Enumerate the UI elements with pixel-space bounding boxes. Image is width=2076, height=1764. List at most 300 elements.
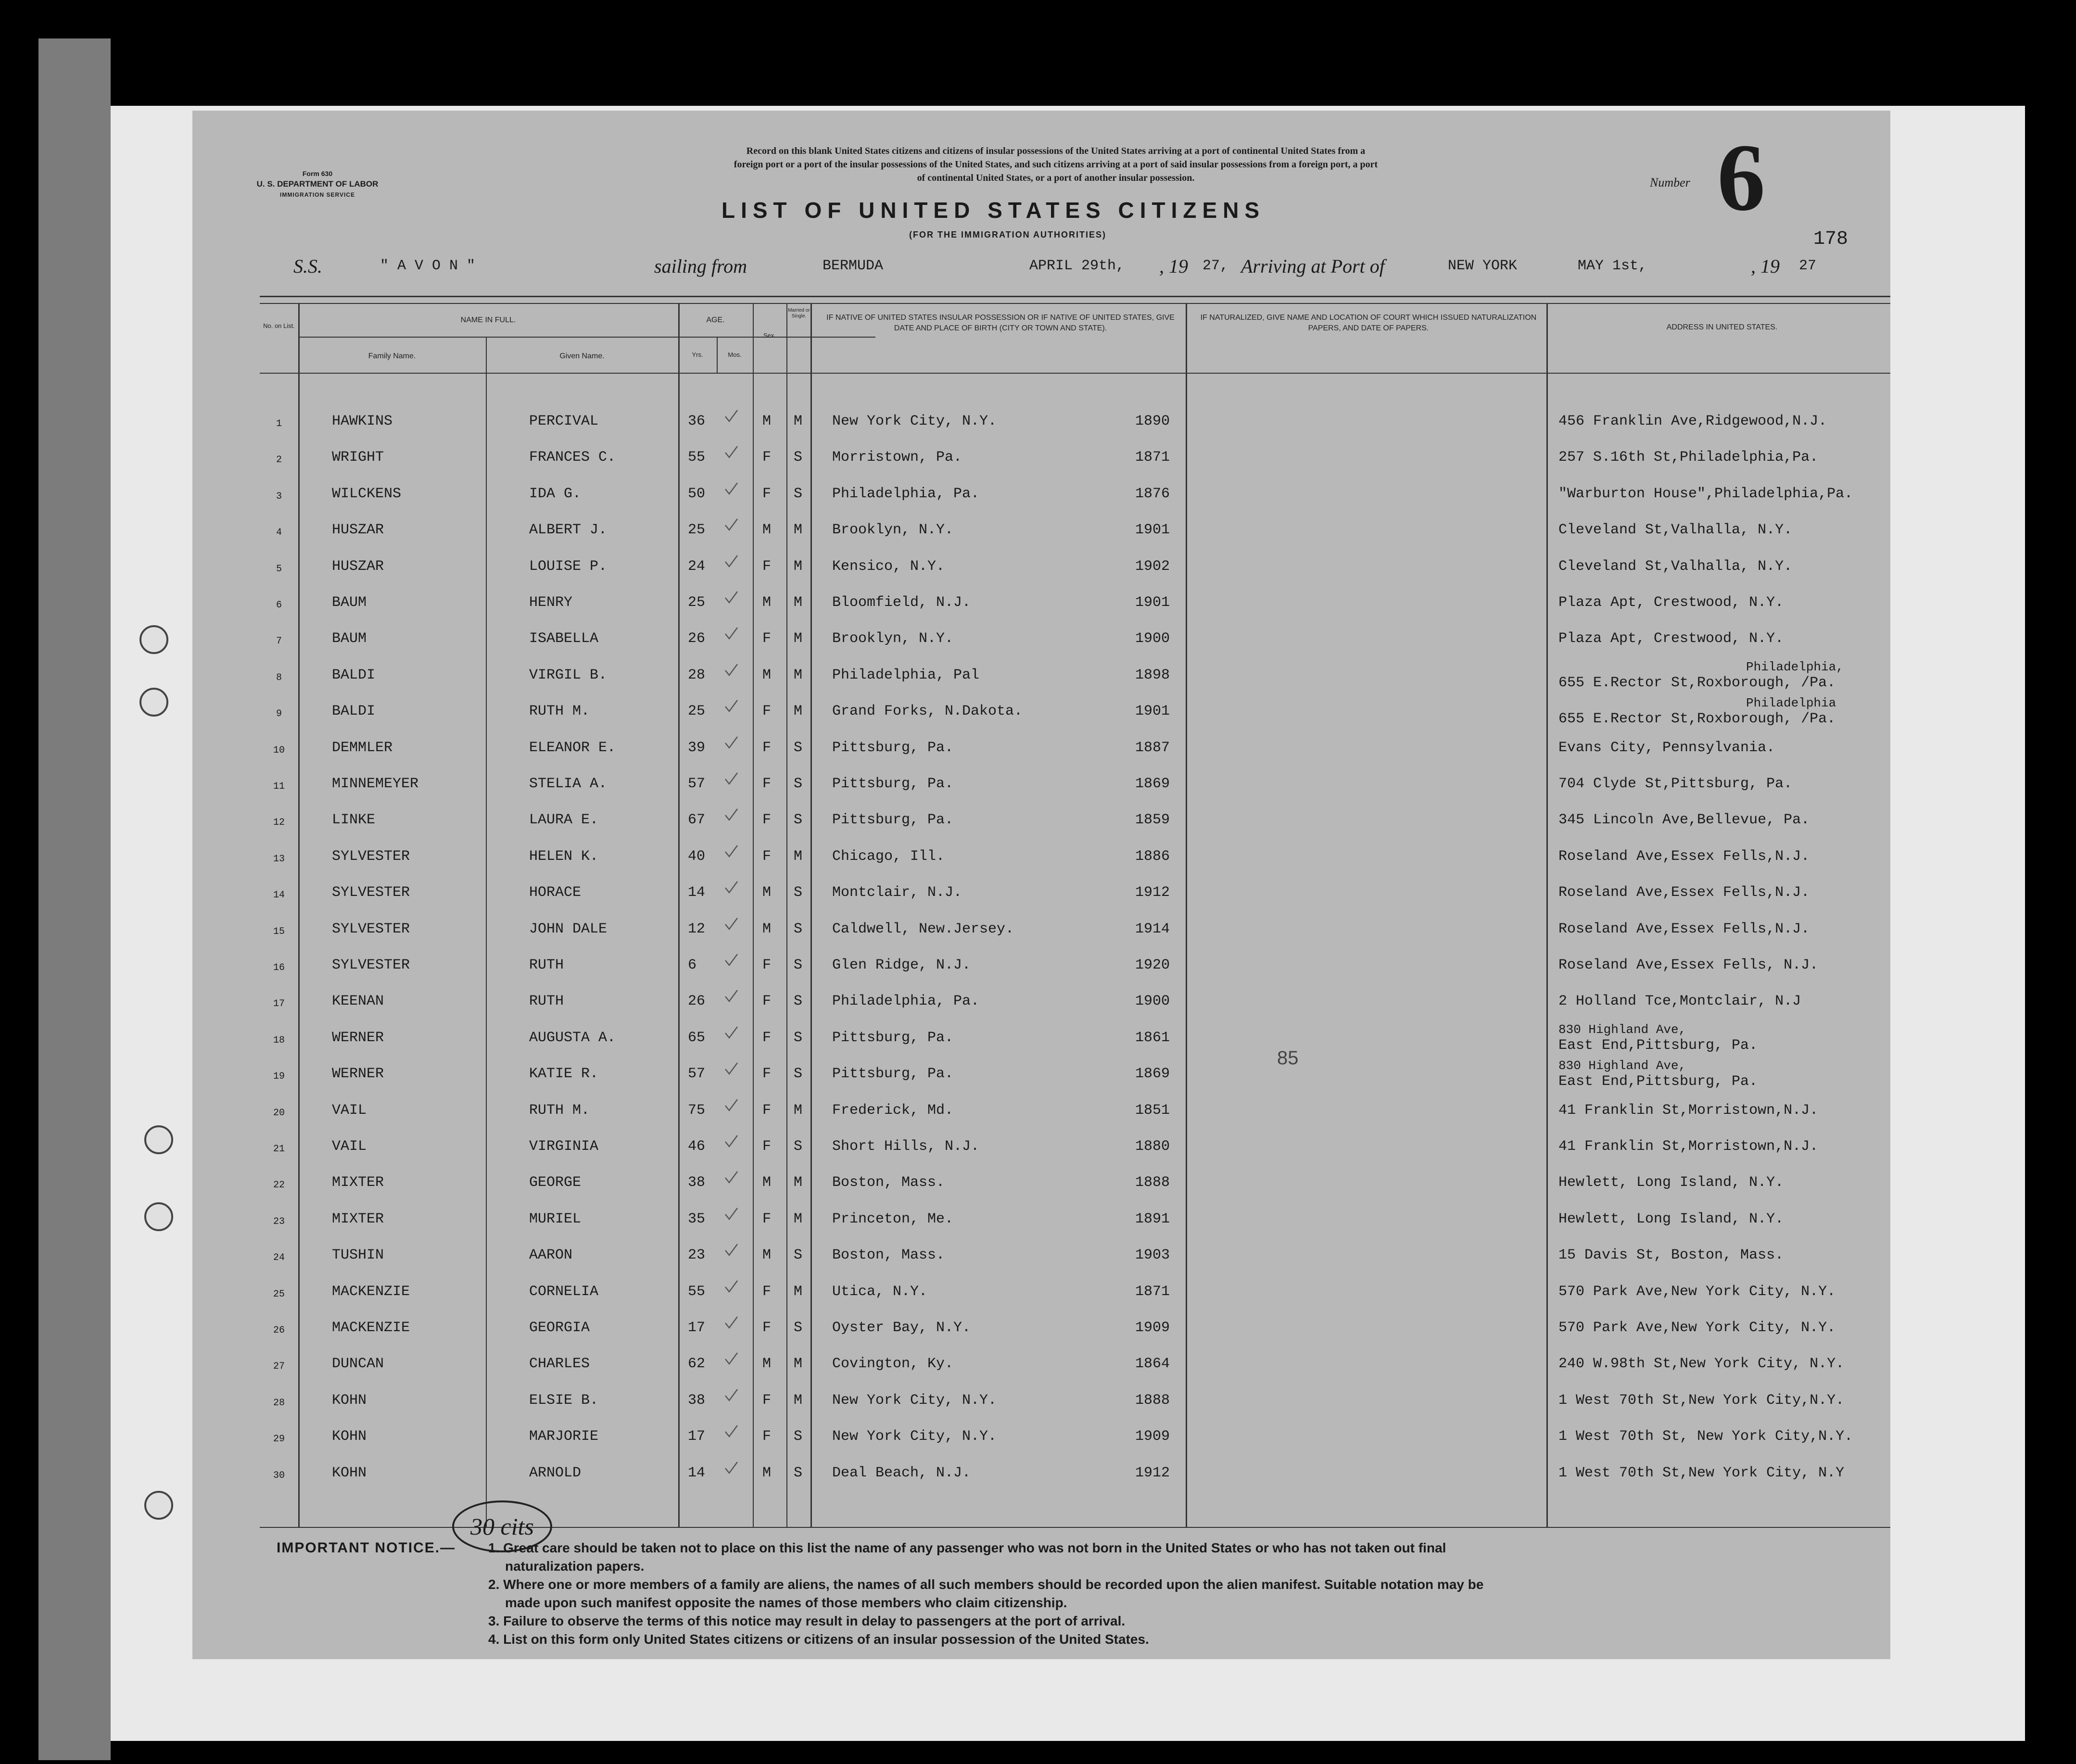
cell-year: 1909 bbox=[1135, 1428, 1170, 1445]
cell-no: 11 bbox=[273, 781, 285, 792]
notice-item-3: 3. Failure to observe the terms of this notice may result in delay to passengers at the port of arrival. bbox=[488, 1613, 1126, 1628]
cell-year: 1900 bbox=[1135, 630, 1170, 647]
header-birth-place: IF NATIVE OF UNITED STATES INSULAR POSSESSION OR IF NATIVE OF UNITED STATES, GIVE DATE AND PLACE OF BIRTH (CITY OR TOWN AND STATE). bbox=[826, 314, 1175, 332]
cell-no: 15 bbox=[273, 926, 285, 937]
year-prefix: , 19 bbox=[1159, 255, 1188, 277]
cell-sex: F bbox=[762, 1210, 772, 1227]
cell-age: 55 bbox=[688, 1283, 706, 1300]
cell-addr: 257 S.16th St,Philadelphia,Pa. bbox=[1558, 449, 1819, 466]
form-title: LIST OF UNITED STATES CITIZENS bbox=[722, 198, 1266, 223]
cell-sex: F bbox=[762, 1102, 772, 1119]
table-row bbox=[192, 621, 1890, 657]
header-mos: Mos. bbox=[728, 351, 742, 358]
cell-family: MINNEMEYER bbox=[332, 776, 419, 792]
cell-age: 50 bbox=[688, 485, 706, 502]
cell-given: GEORGE bbox=[529, 1174, 582, 1191]
cell-addr: Roseland Ave,Essex Fells,N.J. bbox=[1558, 848, 1810, 865]
cell-ms: M bbox=[794, 630, 803, 647]
cell-place: Utica, N.Y. bbox=[832, 1283, 928, 1300]
cell-addr: Hewlett, Long Island, N.Y. bbox=[1558, 1210, 1784, 1227]
header-address: ADDRESS IN UNITED STATES. bbox=[1666, 323, 1778, 331]
table-row bbox=[192, 694, 1890, 730]
table-top-rule bbox=[260, 296, 1890, 297]
from-port: BERMUDA bbox=[823, 258, 884, 274]
cell-age: 62 bbox=[688, 1356, 706, 1373]
cell-sex: M bbox=[762, 413, 772, 429]
cell-given: STELIA A. bbox=[529, 776, 608, 792]
cell-age: 26 bbox=[688, 993, 706, 1010]
cell-sex: M bbox=[762, 1174, 772, 1191]
table-row bbox=[192, 549, 1890, 585]
sailing-label: sailing from bbox=[654, 255, 747, 277]
cell-no: 30 bbox=[273, 1470, 285, 1481]
cell-place: Philadelphia, Pa. bbox=[832, 993, 980, 1010]
cell-given: MARJORIE bbox=[529, 1428, 599, 1445]
cell-age: 39 bbox=[688, 739, 706, 756]
cell-ms: S bbox=[794, 449, 803, 466]
cell-ms: M bbox=[794, 1210, 803, 1227]
cell-no: 1 bbox=[276, 418, 282, 429]
cell-ms: M bbox=[794, 522, 803, 539]
cell-age: 14 bbox=[688, 884, 706, 901]
cell-year: 1912 bbox=[1135, 884, 1170, 901]
cell-no: 28 bbox=[273, 1397, 285, 1409]
check-mark-icon bbox=[724, 917, 738, 931]
notice-item-2: 2. Where one or more members of a family are aliens, the names of all such members should be recorded upon the alien manifest. Suitable notation may be bbox=[488, 1577, 1484, 1592]
cell-age: 25 bbox=[688, 703, 706, 720]
cell-ms: S bbox=[794, 1428, 803, 1445]
cell-addr: 2 Holland Tce,Montclair, N.J bbox=[1558, 993, 1801, 1010]
cell-place: New York City, N.Y. bbox=[832, 1392, 997, 1409]
cell-addr: 345 Lincoln Ave,Bellevue, Pa. bbox=[1558, 812, 1810, 829]
table-row bbox=[192, 839, 1890, 875]
cell-addr: 1 West 70th St,New York City, N.Y bbox=[1558, 1464, 1845, 1481]
cell-year: 1920 bbox=[1135, 957, 1170, 973]
cell-sex: F bbox=[762, 1283, 772, 1300]
cell-sex: F bbox=[762, 776, 772, 792]
table-row bbox=[192, 1202, 1890, 1238]
cell-sex: M bbox=[762, 920, 772, 937]
cell-age: 38 bbox=[688, 1174, 706, 1191]
check-mark-icon bbox=[724, 481, 738, 496]
check-mark-icon bbox=[724, 445, 738, 459]
header-age: AGE. bbox=[706, 316, 725, 324]
cell-sex: F bbox=[762, 1066, 772, 1083]
form-number: Form 630 bbox=[302, 170, 333, 177]
table-row bbox=[192, 875, 1890, 911]
cell-year: 1914 bbox=[1135, 920, 1170, 937]
cell-place: Kensico, N.Y. bbox=[832, 558, 945, 575]
departure-date: APRIL 29th, bbox=[1029, 258, 1125, 274]
number-label: Number bbox=[1650, 176, 1690, 189]
cell-ms: M bbox=[794, 1356, 803, 1373]
cell-family: SYLVESTER bbox=[332, 957, 410, 973]
cell-addr-line2: 830 Highland Ave, bbox=[1558, 1058, 1686, 1073]
cell-year: 1888 bbox=[1135, 1174, 1170, 1191]
cell-no: 4 bbox=[276, 527, 282, 539]
cell-no: 21 bbox=[273, 1144, 285, 1155]
cell-given: ELSIE B. bbox=[529, 1392, 599, 1409]
cell-no: 22 bbox=[273, 1180, 285, 1191]
cell-sex: F bbox=[762, 630, 772, 647]
check-mark-icon bbox=[724, 1061, 738, 1076]
binder-hole bbox=[144, 1202, 173, 1231]
cell-addr: 570 Park Ave,New York City, N.Y. bbox=[1558, 1283, 1836, 1300]
cell-family: WERNER bbox=[332, 1066, 384, 1083]
cell-no: 12 bbox=[273, 817, 285, 829]
cell-place: Pittsburg, Pa. bbox=[832, 812, 954, 829]
notice-item-2-cont: made upon such manifest opposite the names of those members who claim citizenship. bbox=[505, 1595, 1067, 1610]
binder-hole bbox=[144, 1491, 173, 1520]
cell-sex: M bbox=[762, 884, 772, 901]
page-number: 178 bbox=[1813, 228, 1848, 250]
cell-no: 23 bbox=[273, 1216, 285, 1227]
cell-given: IDA G. bbox=[529, 485, 582, 502]
year-prefix: , 19 bbox=[1751, 255, 1780, 277]
cell-year: 1871 bbox=[1135, 1283, 1170, 1300]
cell-sex: F bbox=[762, 703, 772, 720]
cell-no: 5 bbox=[276, 563, 282, 575]
cell-given: AUGUSTA A. bbox=[529, 1029, 616, 1046]
cell-ms: S bbox=[794, 1029, 803, 1046]
cell-place: Philadelphia, Pal bbox=[832, 667, 980, 683]
cell-addr-line2: 830 Highland Ave, bbox=[1558, 1022, 1686, 1037]
cell-family: BALDI bbox=[332, 667, 376, 683]
cell-family: DEMMLER bbox=[332, 739, 393, 756]
check-mark-icon bbox=[724, 517, 738, 532]
cell-year: 1871 bbox=[1135, 449, 1170, 466]
check-mark-icon bbox=[724, 1098, 738, 1112]
cell-family: SYLVESTER bbox=[332, 848, 410, 865]
ship-name: " A V O N " bbox=[380, 258, 476, 274]
cell-family: MIXTER bbox=[332, 1210, 384, 1227]
header-bottom-rule bbox=[260, 373, 1890, 374]
form-subtitle: (FOR THE IMMIGRATION AUTHORITIES) bbox=[909, 230, 1106, 239]
cell-sex: M bbox=[762, 522, 772, 539]
header-family-name: Family Name. bbox=[368, 352, 416, 360]
cell-given: HENRY bbox=[529, 594, 573, 611]
cell-year: 1898 bbox=[1135, 667, 1170, 683]
cell-age: 40 bbox=[688, 848, 706, 865]
cell-place: Brooklyn, N.Y. bbox=[832, 522, 954, 539]
cell-age: 57 bbox=[688, 776, 706, 792]
record-line: of continental United States, or a port of another insular possession. bbox=[917, 173, 1195, 183]
binder-hole bbox=[144, 1125, 173, 1154]
cell-year: 1891 bbox=[1135, 1210, 1170, 1227]
cell-given: GEORGIA bbox=[529, 1320, 590, 1336]
cell-family: SYLVESTER bbox=[332, 884, 410, 901]
cell-age: 25 bbox=[688, 522, 706, 539]
notice-item-1-cont: naturalization papers. bbox=[505, 1559, 645, 1574]
check-mark-icon bbox=[724, 590, 738, 605]
cell-age: 46 bbox=[688, 1138, 706, 1155]
cell-no: 6 bbox=[276, 600, 282, 611]
cell-age: 28 bbox=[688, 667, 706, 683]
cell-no: 8 bbox=[276, 672, 282, 683]
cell-no: 14 bbox=[273, 890, 285, 901]
cell-ms: S bbox=[794, 739, 803, 756]
cell-ms: S bbox=[794, 920, 803, 937]
cell-year: 1901 bbox=[1135, 594, 1170, 611]
cell-no: 7 bbox=[276, 636, 282, 647]
cell-ms: M bbox=[794, 1174, 803, 1191]
important-notice bbox=[277, 1539, 1883, 1654]
table-row bbox=[192, 513, 1890, 549]
cell-family: HUSZAR bbox=[332, 522, 384, 539]
cell-place: Princeton, Me. bbox=[832, 1210, 954, 1227]
cell-ms: S bbox=[794, 1247, 803, 1264]
cell-year: 1880 bbox=[1135, 1138, 1170, 1155]
table-row bbox=[192, 731, 1890, 767]
cell-no: 17 bbox=[273, 998, 285, 1010]
check-mark-icon bbox=[724, 1279, 738, 1294]
table-row bbox=[192, 1456, 1890, 1492]
check-mark-icon bbox=[724, 989, 738, 1003]
cell-age: 26 bbox=[688, 630, 706, 647]
table-row bbox=[192, 1419, 1890, 1455]
cell-addr-line2: Philadelphia bbox=[1746, 696, 1836, 711]
cell-addr: 1 West 70th St, New York City,N.Y. bbox=[1558, 1428, 1853, 1445]
cell-ms: S bbox=[794, 776, 803, 792]
table-row bbox=[192, 1347, 1890, 1383]
cell-addr: Cleveland St,Valhalla, N.Y. bbox=[1558, 522, 1793, 539]
circled-citizen-count: 30 cits bbox=[452, 1500, 552, 1552]
list-number: 6 bbox=[1717, 125, 1765, 231]
cell-age: 75 bbox=[688, 1102, 706, 1119]
manifest-form bbox=[192, 111, 1890, 1659]
cell-year: 1900 bbox=[1135, 993, 1170, 1010]
cell-no: 3 bbox=[276, 491, 282, 502]
cell-year: 1876 bbox=[1135, 485, 1170, 502]
table-row bbox=[192, 767, 1890, 803]
cell-no: 13 bbox=[273, 853, 285, 865]
binder-hole bbox=[139, 688, 168, 717]
cell-place: Pittsburg, Pa. bbox=[832, 776, 954, 792]
table-row bbox=[192, 803, 1890, 839]
cell-age: 6 bbox=[688, 957, 697, 973]
cell-ms: M bbox=[794, 558, 803, 575]
check-mark-icon bbox=[724, 1388, 738, 1402]
cell-family: BAUM bbox=[332, 630, 367, 647]
cell-ms: S bbox=[794, 1066, 803, 1083]
notice-item-1: 1. Great care should be taken not to place on this list the name of any passenger who was not born in the United States or who has not taken out final bbox=[488, 1540, 1446, 1555]
cell-place: New York City, N.Y. bbox=[832, 1428, 997, 1445]
cell-place: Frederick, Md. bbox=[832, 1102, 954, 1119]
cell-ms: S bbox=[794, 884, 803, 901]
cell-ms: S bbox=[794, 957, 803, 973]
cell-given: ISABELLA bbox=[529, 630, 599, 647]
cell-addr: 655 E.Rector St,Roxborough, /Pa. bbox=[1558, 711, 1836, 728]
cell-sex: F bbox=[762, 1138, 772, 1155]
cell-ms: M bbox=[794, 703, 803, 720]
cell-place: Short Hills, N.J. bbox=[832, 1138, 980, 1155]
service-name: IMMIGRATION SERVICE bbox=[280, 191, 355, 198]
cell-place: Deal Beach, N.J. bbox=[832, 1464, 971, 1481]
cell-family: BAUM bbox=[332, 594, 367, 611]
cell-sex: M bbox=[762, 1464, 772, 1481]
cell-no: 18 bbox=[273, 1034, 285, 1046]
binder-hole bbox=[139, 625, 168, 654]
cell-age: 67 bbox=[688, 812, 706, 829]
cell-ms: M bbox=[794, 1392, 803, 1409]
cell-addr: Plaza Apt, Crestwood, N.Y. bbox=[1558, 594, 1784, 611]
check-mark-icon bbox=[724, 771, 738, 786]
form-identifier bbox=[245, 168, 390, 200]
cell-age: 24 bbox=[688, 558, 706, 575]
cell-no: 25 bbox=[273, 1288, 285, 1300]
check-mark-icon bbox=[724, 1170, 738, 1184]
cell-no: 27 bbox=[273, 1361, 285, 1373]
check-mark-icon bbox=[724, 1207, 738, 1221]
cell-family: VAIL bbox=[332, 1102, 367, 1119]
cell-year: 1886 bbox=[1135, 848, 1170, 865]
cell-place: Covington, Ky. bbox=[832, 1356, 954, 1373]
check-mark-icon bbox=[724, 1243, 738, 1257]
check-mark-icon bbox=[724, 807, 738, 822]
table-row bbox=[192, 1310, 1890, 1347]
check-mark-icon bbox=[724, 1461, 738, 1475]
cell-family: WILCKENS bbox=[332, 485, 402, 502]
cell-given: ALBERT J. bbox=[529, 522, 608, 539]
check-mark-icon bbox=[724, 554, 738, 568]
cell-sex: M bbox=[762, 667, 772, 683]
cell-age: 12 bbox=[688, 920, 706, 937]
cell-given: CORNELIA bbox=[529, 1283, 599, 1300]
check-mark-icon bbox=[724, 844, 738, 858]
cell-place: Bloomfield, N.J. bbox=[832, 594, 971, 611]
check-mark-icon bbox=[724, 1025, 738, 1040]
arrival-year: 27 bbox=[1799, 258, 1817, 274]
table-row bbox=[192, 1021, 1890, 1057]
cell-year: 1869 bbox=[1135, 1066, 1170, 1083]
record-line: foreign port or a port of the insular possessions of the United States, and such citizens arriving at a port of said insular possessions from a foreign port, a port bbox=[734, 159, 1378, 170]
ss-label: S.S. bbox=[293, 255, 322, 277]
cell-ms: S bbox=[794, 812, 803, 829]
cell-age: 23 bbox=[688, 1247, 706, 1264]
cell-family: LINKE bbox=[332, 812, 376, 829]
cell-sex: M bbox=[762, 594, 772, 611]
cell-addr: Roseland Ave,Essex Fells,N.J. bbox=[1558, 884, 1810, 901]
cell-family: TUSHIN bbox=[332, 1247, 384, 1264]
cell-sex: F bbox=[762, 993, 772, 1010]
cell-place: Grand Forks, N.Dakota. bbox=[832, 703, 1023, 720]
arrival-date: MAY 1st, bbox=[1578, 258, 1647, 274]
record-instructions bbox=[491, 144, 1621, 185]
cell-age: 25 bbox=[688, 594, 706, 611]
cell-sex: F bbox=[762, 558, 772, 575]
cell-family: KOHN bbox=[332, 1464, 367, 1481]
cell-age: 14 bbox=[688, 1464, 706, 1481]
cell-family: HAWKINS bbox=[332, 413, 393, 429]
cell-year: 1888 bbox=[1135, 1392, 1170, 1409]
table-row bbox=[192, 440, 1890, 476]
cell-family: VAIL bbox=[332, 1138, 367, 1155]
check-mark-icon bbox=[724, 735, 738, 750]
cell-place: Philadelphia, Pa. bbox=[832, 485, 980, 502]
cell-sex: F bbox=[762, 1320, 772, 1336]
cell-sex: F bbox=[762, 812, 772, 829]
cell-given: ARNOLD bbox=[529, 1464, 582, 1481]
cell-given: AARON bbox=[529, 1247, 573, 1264]
cell-given: LOUISE P. bbox=[529, 558, 608, 575]
cell-sex: M bbox=[762, 1356, 772, 1373]
check-mark-icon bbox=[724, 953, 738, 967]
cell-year: 1912 bbox=[1135, 1464, 1170, 1481]
cell-addr: Evans City, Pennsylvania. bbox=[1558, 739, 1775, 756]
table-top-rule bbox=[260, 303, 1890, 304]
table-row bbox=[192, 1057, 1890, 1093]
cell-addr: Roseland Ave,Essex Fells, N.J. bbox=[1558, 957, 1819, 973]
cell-given: PERCIVAL bbox=[529, 413, 599, 429]
check-mark-icon bbox=[724, 880, 738, 895]
cell-sex: F bbox=[762, 1392, 772, 1409]
table-row bbox=[192, 1383, 1890, 1419]
cell-sex: F bbox=[762, 957, 772, 973]
cell-no: 24 bbox=[273, 1252, 285, 1264]
cell-family: DUNCAN bbox=[332, 1356, 384, 1373]
cell-ms: M bbox=[794, 413, 803, 429]
cell-addr: 240 W.98th St,New York City, N.Y. bbox=[1558, 1356, 1845, 1373]
check-mark-icon bbox=[724, 1134, 738, 1148]
cell-place: Pittsburg, Pa. bbox=[832, 1066, 954, 1083]
cell-ms: M bbox=[794, 848, 803, 865]
cell-given: HELEN K. bbox=[529, 848, 599, 865]
cell-given: JOHN DALE bbox=[529, 920, 608, 937]
cell-addr: 570 Park Ave,New York City, N.Y. bbox=[1558, 1320, 1836, 1336]
cell-place: Montclair, N.J. bbox=[832, 884, 962, 901]
cell-addr: Plaza Apt, Crestwood, N.Y. bbox=[1558, 630, 1784, 647]
table-row bbox=[192, 1093, 1890, 1129]
cell-place: Caldwell, New.Jersey. bbox=[832, 920, 1014, 937]
cell-no: 2 bbox=[276, 454, 282, 466]
check-mark-icon bbox=[724, 626, 738, 641]
cell-sex: F bbox=[762, 485, 772, 502]
cell-year: 1864 bbox=[1135, 1356, 1170, 1373]
cell-addr: 1 West 70th St,New York City,N.Y. bbox=[1558, 1392, 1845, 1409]
cell-no: 20 bbox=[273, 1107, 285, 1119]
table-row bbox=[192, 1165, 1890, 1201]
cell-given: LAURA E. bbox=[529, 812, 599, 829]
cell-year: 1869 bbox=[1135, 776, 1170, 792]
cell-given: VIRGIL B. bbox=[529, 667, 608, 683]
cell-given: VIRGINIA bbox=[529, 1138, 599, 1155]
header-married-single: Married or Single. bbox=[788, 308, 810, 319]
cell-given: RUTH M. bbox=[529, 703, 590, 720]
cell-place: Glen Ridge, N.J. bbox=[832, 957, 971, 973]
cell-addr: 15 Davis St, Boston, Mass. bbox=[1558, 1247, 1784, 1264]
cell-addr: Hewlett, Long Island, N.Y. bbox=[1558, 1174, 1784, 1191]
header-no: No. on List. bbox=[263, 322, 295, 329]
cell-sex: F bbox=[762, 449, 772, 466]
cell-no: 9 bbox=[276, 708, 282, 720]
header-divider bbox=[298, 337, 875, 338]
table-row bbox=[192, 948, 1890, 984]
header-naturalization: IF NATURALIZED, GIVE NAME AND LOCATION OF COURT WHICH ISSUED NATURALIZATION PAPERS, AND DATE OF PAPERS. bbox=[1200, 314, 1537, 332]
cell-age: 55 bbox=[688, 449, 706, 466]
table-row bbox=[192, 1238, 1890, 1274]
cell-ms: S bbox=[794, 993, 803, 1010]
cell-place: Boston, Mass. bbox=[832, 1247, 945, 1264]
cell-ms: M bbox=[794, 594, 803, 611]
table-row bbox=[192, 1274, 1890, 1310]
cell-sex: F bbox=[762, 1029, 772, 1046]
cell-family: HUSZAR bbox=[332, 558, 384, 575]
cell-year: 1890 bbox=[1135, 413, 1170, 429]
cell-place: Chicago, Ill. bbox=[832, 848, 945, 865]
cell-year: 1887 bbox=[1135, 739, 1170, 756]
cell-sex: M bbox=[762, 1247, 772, 1264]
cell-place: Brooklyn, N.Y. bbox=[832, 630, 954, 647]
